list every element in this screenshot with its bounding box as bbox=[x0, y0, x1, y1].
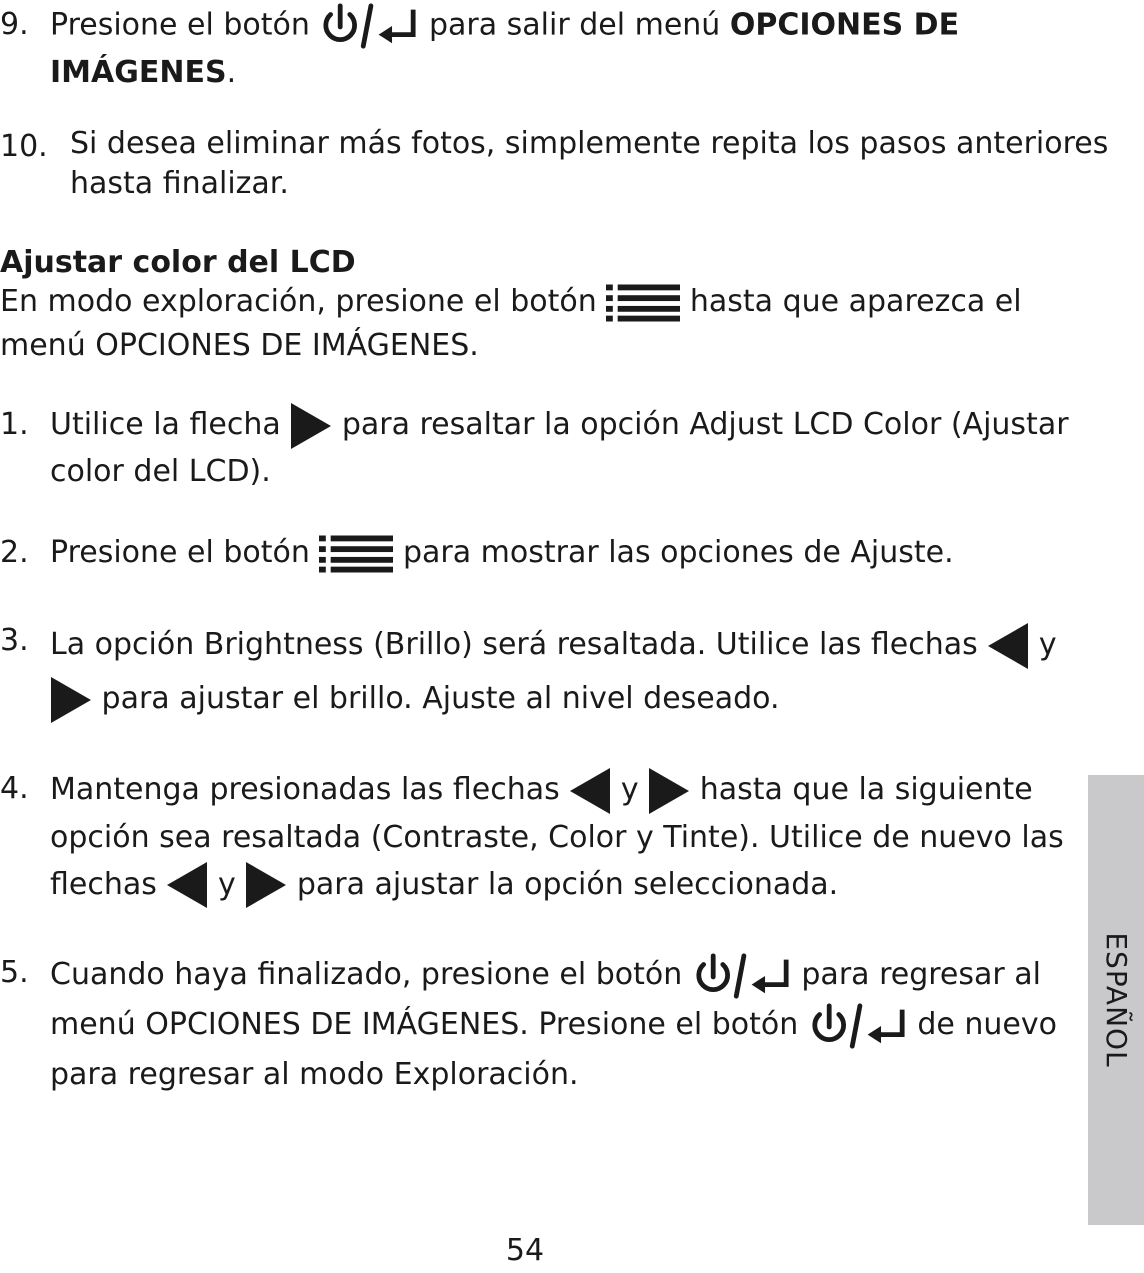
arrow-left-icon bbox=[569, 768, 611, 814]
intro-text: menú OPCIONES DE IMÁGENES. bbox=[0, 328, 479, 363]
step-text bbox=[70, 124, 1109, 204]
step-text-part: y bbox=[217, 866, 236, 902]
menu-name-bold: IMÁGENES bbox=[50, 55, 227, 90]
arrow-right-icon bbox=[50, 677, 92, 723]
step-line: opción sea resaltada (Contraste, Color y Tinte). Utilice de nuevo las bbox=[50, 819, 1064, 855]
step-text-part: para salir del menú bbox=[428, 7, 721, 43]
intro-text: En modo exploración, presione el botón bbox=[0, 284, 597, 319]
step-text-part: Cuando haya finalizado, presione el botón bbox=[50, 957, 683, 992]
step-number: 1. bbox=[0, 407, 29, 442]
step-text-part: para regresar al bbox=[801, 957, 1041, 992]
power-enter-icon bbox=[692, 952, 792, 1000]
arrow-right-icon bbox=[290, 403, 332, 449]
step-text-part: flechas bbox=[50, 866, 157, 902]
step-number: 9. bbox=[0, 7, 29, 42]
step-text bbox=[50, 402, 1069, 495]
step-number: 5. bbox=[0, 955, 29, 990]
arrow-right-icon bbox=[648, 768, 690, 814]
section-intro bbox=[0, 280, 1060, 368]
step-text-part: Presione el botón bbox=[50, 7, 310, 43]
page-number: 54 bbox=[505, 1233, 545, 1268]
step-text-part: Utilice la flecha bbox=[50, 407, 281, 442]
arrow-left-icon bbox=[987, 623, 1029, 669]
step-text-part: Presione el botón bbox=[50, 535, 310, 570]
power-enter-icon bbox=[808, 1002, 908, 1050]
step-number: 2. bbox=[0, 535, 29, 570]
step-text-part: . bbox=[226, 55, 237, 90]
step-text-part: para ajustar la opción seleccionada. bbox=[296, 866, 839, 902]
step-text bbox=[50, 618, 1060, 726]
step-text-part: Mantenga presionadas las flechas bbox=[50, 772, 560, 807]
step-text-part: La opción Brightness (Brillo) será resaltada. Utilice las flechas bbox=[50, 627, 978, 662]
step-text bbox=[50, 530, 1060, 576]
step-text-part: y bbox=[1038, 627, 1057, 662]
power-enter-icon bbox=[319, 2, 419, 50]
step-number: 4. bbox=[0, 771, 29, 806]
step-text-part: de nuevo bbox=[917, 1007, 1057, 1042]
intro-text: hasta que aparezca el bbox=[689, 284, 1022, 319]
arrow-right-icon bbox=[245, 862, 287, 908]
step-text-part: para resaltar la opción Adjust LCD Color (Ajustar bbox=[341, 407, 1069, 442]
step-line: color del LCD). bbox=[50, 453, 271, 489]
language-tab bbox=[1088, 775, 1144, 1225]
menu-name-bold: OPCIONES DE bbox=[729, 7, 960, 43]
step-text-part: y bbox=[620, 772, 639, 807]
step-line: hasta finalizar. bbox=[70, 166, 289, 201]
section-heading: Ajustar color del LCD bbox=[0, 245, 356, 280]
step-text-part: para ajustar el brillo. Ajuste al nivel deseado. bbox=[101, 681, 780, 716]
step-text bbox=[50, 766, 1064, 908]
step-line: para regresar al modo Exploración. bbox=[50, 1057, 579, 1092]
step-text-part: hasta que la siguiente bbox=[699, 772, 1033, 807]
step-text-part: para mostrar las opciones de Ajuste. bbox=[402, 535, 954, 570]
menu-icon bbox=[606, 283, 680, 323]
step-number: 3. bbox=[0, 623, 29, 658]
step-text bbox=[50, 2, 1050, 95]
menu-icon bbox=[319, 534, 393, 574]
step-number: 10. bbox=[0, 129, 48, 164]
step-line: Si desea eliminar más fotos, simplemente repita los pasos anteriores bbox=[70, 126, 1109, 161]
arrow-left-icon bbox=[166, 862, 208, 908]
step-text-part: menú OPCIONES DE IMÁGENES. Presione el botón bbox=[50, 1007, 799, 1042]
language-tab-label: ESPAÑOL bbox=[1100, 932, 1133, 1068]
step-text bbox=[50, 950, 1060, 1100]
